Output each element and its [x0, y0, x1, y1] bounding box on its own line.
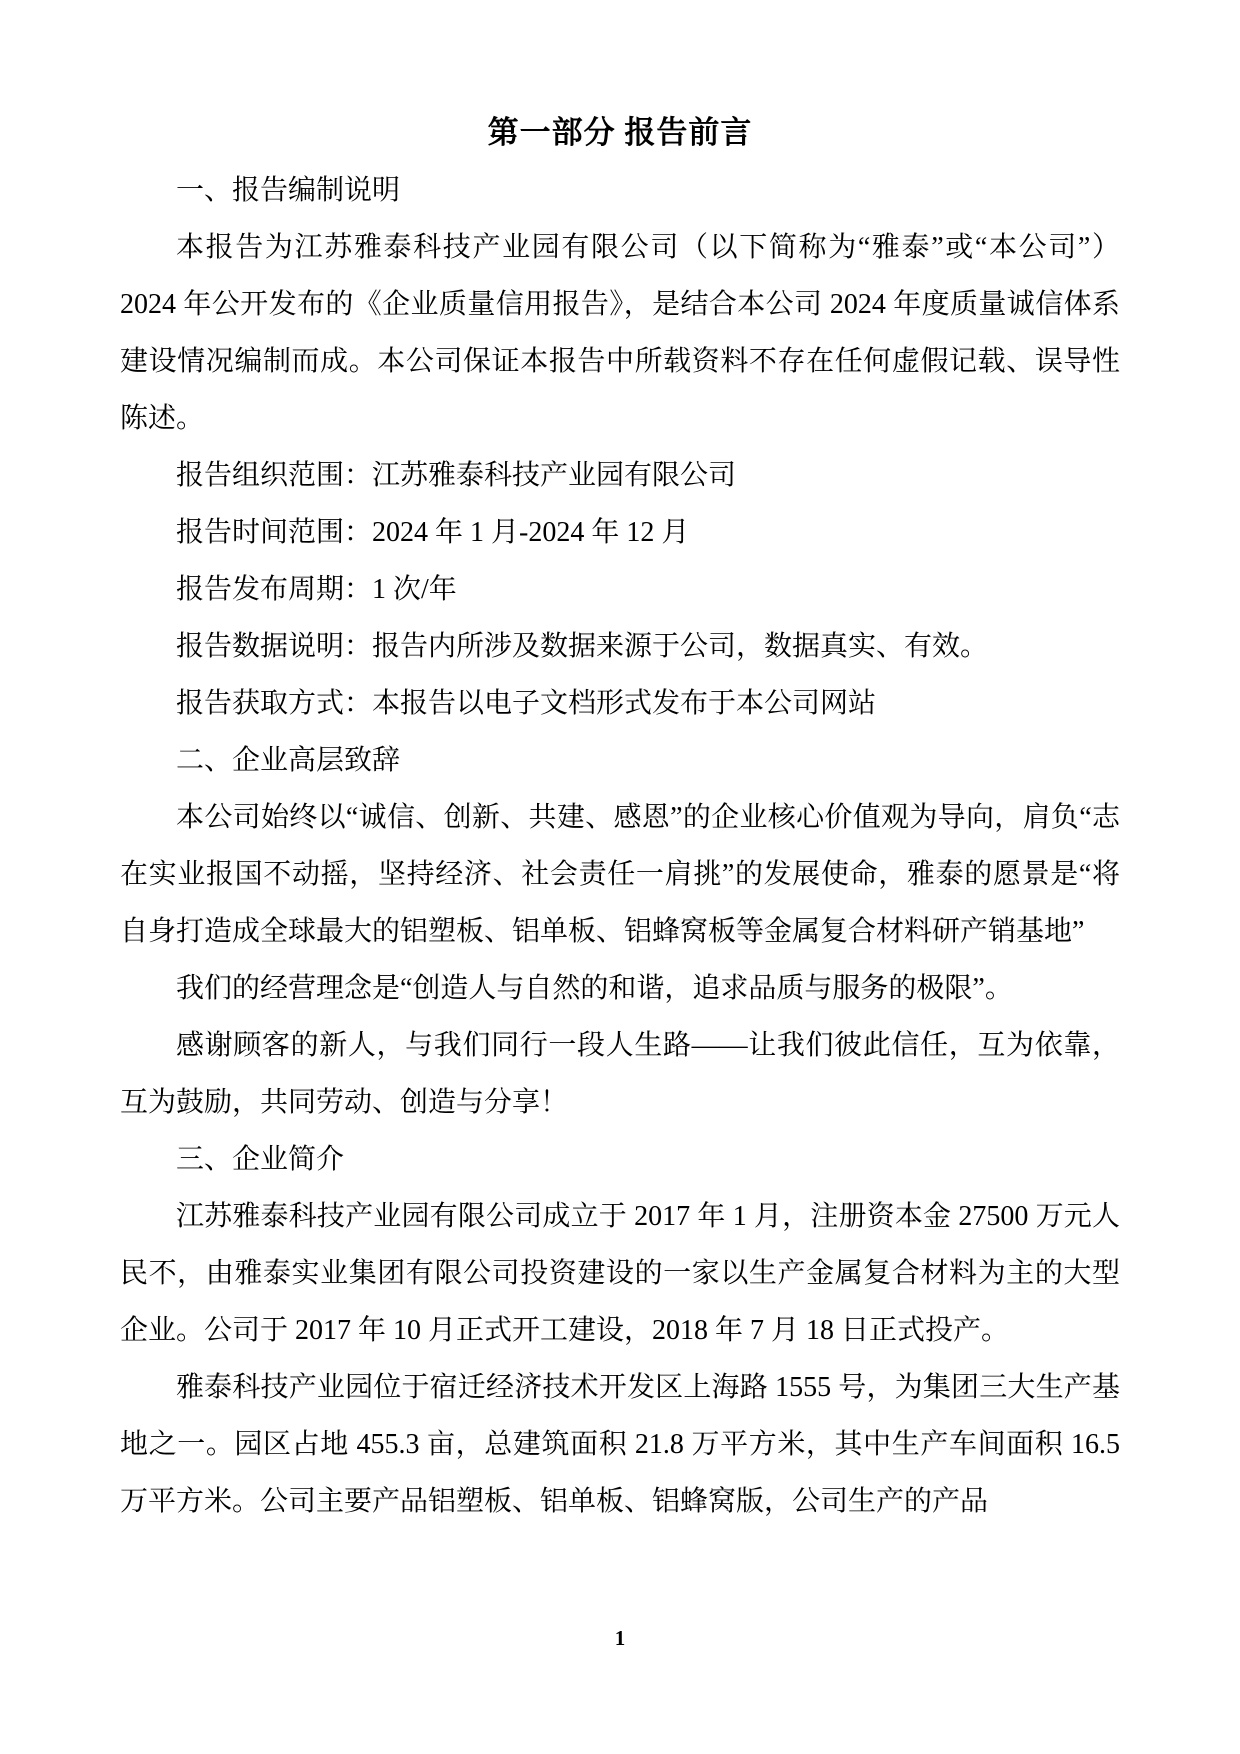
report-data-note-line: 报告数据说明：报告内所涉及数据来源于公司，数据真实、有效。 [176, 631, 989, 662]
section-heading-1: 一、报告编制说明 [176, 175, 401, 206]
page-number: 1 [614, 1626, 626, 1650]
report-scope-line: 报告组织范围：江苏雅泰科技产业园有限公司 [176, 460, 737, 491]
section-heading-2: 二、企业高层致辞 [176, 745, 401, 776]
body-paragraph: 本公司始终以“诚信、创新、共建、感恩”的企业核心价值观为导向，肩负“志在实业报国不动摇，坚持经济、社会责任一肩挑”的发展使命，雅泰的愿景是“将自身打造成全球最大的铝塑板、铝单板、铝蜂窝板等金属复合材料研产销基地” [120, 802, 1120, 947]
section-heading-3: 三、企业简介 [176, 1144, 345, 1175]
body-paragraph: 感谢顾客的新人，与我们同行一段人生路——让我们彼此信任，互为依靠，互为鼓励，共同劳动、创造与分享！ [120, 1030, 1120, 1118]
body-paragraph: 雅泰科技产业园位于宿迁经济技术开发区上海路 1555 号，为集团三大生产基地之一。园区占地 455.3 亩，总建筑面积 21.8 万平方米，其中生产车间面积 16.5 万平方米。公司主要产品铝塑板、铝单板、铝蜂窝版，公司生产的产品 [120, 1372, 1120, 1517]
document-body [120, 104, 1120, 1530]
report-frequency-line: 报告发布周期：1 次/年 [176, 574, 457, 605]
body-paragraph: 我们的经营理念是“创造人与自然的和谐，追求品质与服务的极限”。 [176, 973, 1013, 1004]
page-title: 第一部分 报告前言 [487, 115, 753, 150]
body-paragraph: 本报告为江苏雅泰科技产业园有限公司（以下简称为“雅泰”或“本公司”）2024 年公开发布的《企业质量信用报告》，是结合本公司 2024 年度质量诚信体系建设情况编制而成。本公司保证本报告中所载资料不存在任何虚假记载、误导性陈述。 [120, 232, 1120, 434]
report-period-line: 报告时间范围：2024 年 1 月-2024 年 12 月 [176, 517, 690, 548]
body-paragraph: 江苏雅泰科技产业园有限公司成立于 2017 年 1 月，注册资本金 27500 万元人民不，由雅泰实业集团有限公司投资建设的一家以生产金属复合材料为主的大型企业。公司于 2017 年 10 月正式开工建设，2018 年 7 月 18 日正式投产。 [120, 1201, 1120, 1346]
report-access-line: 报告获取方式：本报告以电子文档形式发布于本公司网站 [176, 688, 877, 719]
